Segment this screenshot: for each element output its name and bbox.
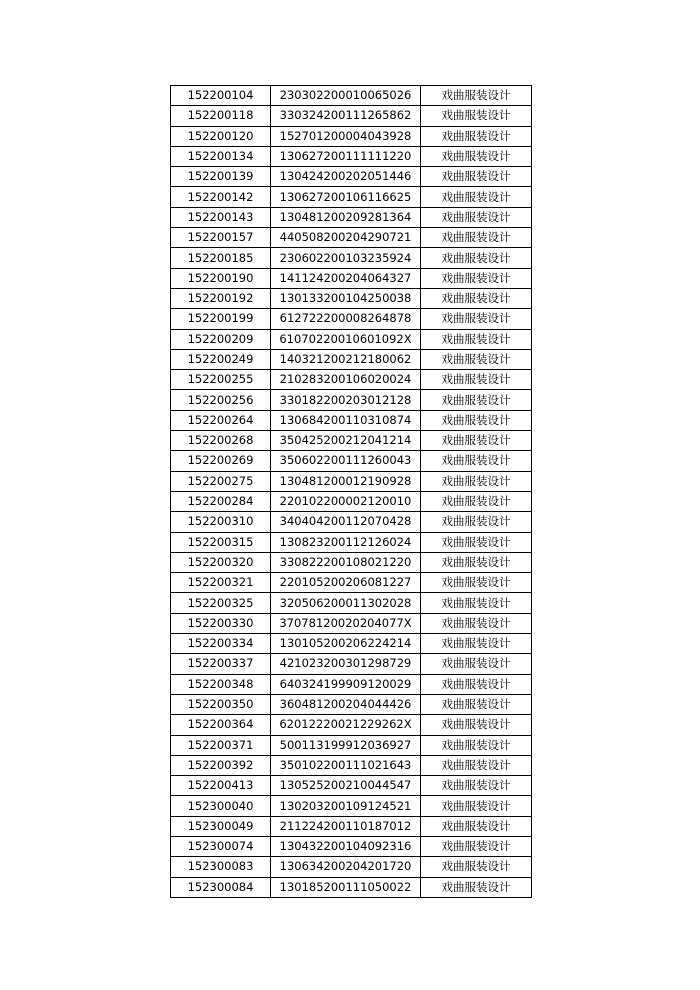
candidate-number-cell: 152200118 (171, 106, 271, 126)
major-cell: 戏曲服装设计 (421, 634, 532, 654)
major-cell: 戏曲服装设计 (421, 593, 532, 613)
id-number-cell: 141124200204064327 (271, 268, 421, 288)
candidate-number-cell: 152200330 (171, 613, 271, 633)
id-number-cell: 421023200301298729 (271, 654, 421, 674)
major-cell: 戏曲服装设计 (421, 491, 532, 511)
table-row (171, 106, 532, 126)
major-cell: 戏曲服装设计 (421, 349, 532, 369)
id-number-cell: 130424200202051446 (271, 167, 421, 187)
id-number-cell: 130481200209281364 (271, 207, 421, 227)
table-row (171, 634, 532, 654)
table-row (171, 532, 532, 552)
table-row (171, 288, 532, 308)
table-row (171, 593, 532, 613)
id-number-cell: 350425200212041214 (271, 431, 421, 451)
major-cell: 戏曲服装设计 (421, 370, 532, 390)
candidate-number-cell: 152200264 (171, 410, 271, 430)
table-row (171, 207, 532, 227)
major-cell: 戏曲服装设计 (421, 836, 532, 856)
table-row (171, 370, 532, 390)
id-number-cell: 360481200204044426 (271, 694, 421, 714)
candidate-number-cell: 152200337 (171, 654, 271, 674)
major-cell: 戏曲服装设计 (421, 573, 532, 593)
major-cell: 戏曲服装设计 (421, 309, 532, 329)
id-number-cell: 330822200108021220 (271, 552, 421, 572)
table-row (171, 694, 532, 714)
major-cell: 戏曲服装设计 (421, 126, 532, 146)
id-number-cell: 230302200010065026 (271, 86, 421, 106)
table-row (171, 86, 532, 106)
major-cell: 戏曲服装设计 (421, 471, 532, 491)
table-row (171, 491, 532, 511)
table-row (171, 167, 532, 187)
id-number-cell: 130481200012190928 (271, 471, 421, 491)
table-row (171, 715, 532, 735)
major-cell: 戏曲服装设计 (421, 106, 532, 126)
candidate-number-cell: 152200321 (171, 573, 271, 593)
id-number-cell: 330182200203012128 (271, 390, 421, 410)
candidate-number-cell: 152300040 (171, 796, 271, 816)
id-number-cell: 211224200110187012 (271, 816, 421, 836)
id-number-cell: 500113199912036927 (271, 735, 421, 755)
table-row (171, 755, 532, 775)
candidate-number-cell: 152300074 (171, 836, 271, 856)
major-cell: 戏曲服装设计 (421, 552, 532, 572)
id-number-cell: 130525200210044547 (271, 776, 421, 796)
major-cell: 戏曲服装设计 (421, 451, 532, 471)
id-number-cell: 130684200110310874 (271, 410, 421, 430)
major-cell: 戏曲服装设计 (421, 207, 532, 227)
id-number-cell: 140321200212180062 (271, 349, 421, 369)
table-row (171, 654, 532, 674)
table-row (171, 248, 532, 268)
major-cell: 戏曲服装设计 (421, 167, 532, 187)
table-row (171, 573, 532, 593)
major-cell: 戏曲服装设计 (421, 735, 532, 755)
major-cell: 戏曲服装设计 (421, 776, 532, 796)
candidate-number-cell: 152200325 (171, 593, 271, 613)
table-row (171, 512, 532, 532)
id-number-cell: 130634200204201720 (271, 857, 421, 877)
table-row (171, 735, 532, 755)
id-number-cell: 130105200206224214 (271, 634, 421, 654)
major-cell: 戏曲服装设计 (421, 268, 532, 288)
table-row (171, 126, 532, 146)
major-cell: 戏曲服装设计 (421, 390, 532, 410)
candidate-number-cell: 152300084 (171, 877, 271, 897)
id-number-cell: 330324200111265862 (271, 106, 421, 126)
table-row (171, 816, 532, 836)
major-cell: 戏曲服装设计 (421, 329, 532, 349)
major-cell: 戏曲服装设计 (421, 715, 532, 735)
table-row (171, 349, 532, 369)
candidate-number-cell: 152200139 (171, 167, 271, 187)
id-number-cell: 130627200111111220 (271, 146, 421, 166)
id-number-cell: 62012220021229262X (271, 715, 421, 735)
candidate-number-cell: 152200350 (171, 694, 271, 714)
major-cell: 戏曲服装设计 (421, 512, 532, 532)
table-row (171, 836, 532, 856)
candidate-number-cell: 152200269 (171, 451, 271, 471)
candidate-number-cell: 152200275 (171, 471, 271, 491)
table-row (171, 431, 532, 451)
id-number-cell: 612722200008264878 (271, 309, 421, 329)
id-number-cell: 130432200104092316 (271, 836, 421, 856)
candidate-number-cell: 152200185 (171, 248, 271, 268)
major-cell: 戏曲服装设计 (421, 288, 532, 308)
candidate-number-cell: 152300083 (171, 857, 271, 877)
table-row (171, 410, 532, 430)
table-row (171, 390, 532, 410)
id-number-cell: 61070220010601092X (271, 329, 421, 349)
major-cell: 戏曲服装设计 (421, 674, 532, 694)
major-cell: 戏曲服装设计 (421, 410, 532, 430)
major-cell: 戏曲服装设计 (421, 816, 532, 836)
table-row (171, 329, 532, 349)
major-cell: 戏曲服装设计 (421, 857, 532, 877)
candidate-number-cell: 152200256 (171, 390, 271, 410)
candidate-number-cell: 152200310 (171, 512, 271, 532)
id-number-cell: 130203200109124521 (271, 796, 421, 816)
candidate-number-cell: 152200142 (171, 187, 271, 207)
candidate-number-cell: 152200192 (171, 288, 271, 308)
candidate-number-cell: 152200334 (171, 634, 271, 654)
candidate-number-cell: 152200284 (171, 491, 271, 511)
table-row (171, 857, 532, 877)
table-row (171, 471, 532, 491)
id-number-cell: 220105200206081227 (271, 573, 421, 593)
table-row (171, 776, 532, 796)
candidate-number-cell: 152200143 (171, 207, 271, 227)
id-number-cell: 130185200111050022 (271, 877, 421, 897)
candidate-number-cell: 152200315 (171, 532, 271, 552)
table-row (171, 309, 532, 329)
major-cell: 戏曲服装设计 (421, 187, 532, 207)
id-number-cell: 210283200106020024 (271, 370, 421, 390)
candidate-number-cell: 152200104 (171, 86, 271, 106)
table-row (171, 674, 532, 694)
candidate-number-cell: 152200371 (171, 735, 271, 755)
id-number-cell: 350602200111260043 (271, 451, 421, 471)
major-cell: 戏曲服装设计 (421, 228, 532, 248)
candidate-number-cell: 152200268 (171, 431, 271, 451)
candidate-number-cell: 152200348 (171, 674, 271, 694)
major-cell: 戏曲服装设计 (421, 877, 532, 897)
id-number-cell: 220102200002120010 (271, 491, 421, 511)
candidate-number-cell: 152200199 (171, 309, 271, 329)
id-number-cell: 320506200011302028 (271, 593, 421, 613)
major-cell: 戏曲服装设计 (421, 796, 532, 816)
table-row (171, 552, 532, 572)
table-row (171, 451, 532, 471)
table-row (171, 796, 532, 816)
major-cell: 戏曲服装设计 (421, 86, 532, 106)
candidate-number-cell: 152300049 (171, 816, 271, 836)
major-cell: 戏曲服装设计 (421, 654, 532, 674)
major-cell: 戏曲服装设计 (421, 613, 532, 633)
major-cell: 戏曲服装设计 (421, 532, 532, 552)
table-row (171, 187, 532, 207)
candidate-number-cell: 152200209 (171, 329, 271, 349)
major-cell: 戏曲服装设计 (421, 755, 532, 775)
candidate-number-cell: 152200190 (171, 268, 271, 288)
id-number-cell: 130133200104250038 (271, 288, 421, 308)
candidate-number-cell: 152200320 (171, 552, 271, 572)
candidate-number-cell: 152200413 (171, 776, 271, 796)
table-row (171, 228, 532, 248)
id-number-cell: 640324199909120029 (271, 674, 421, 694)
id-number-cell: 37078120020204077X (271, 613, 421, 633)
id-number-cell: 152701200004043928 (271, 126, 421, 146)
table-row (171, 877, 532, 897)
table-row (171, 613, 532, 633)
roster-table (170, 85, 532, 898)
id-number-cell: 130627200106116625 (271, 187, 421, 207)
id-number-cell: 340404200112070428 (271, 512, 421, 532)
id-number-cell: 230602200103235924 (271, 248, 421, 268)
candidate-number-cell: 152200249 (171, 349, 271, 369)
table-row (171, 268, 532, 288)
candidate-number-cell: 152200255 (171, 370, 271, 390)
candidate-number-cell: 152200392 (171, 755, 271, 775)
candidate-number-cell: 152200120 (171, 126, 271, 146)
major-cell: 戏曲服装设计 (421, 431, 532, 451)
major-cell: 戏曲服装设计 (421, 694, 532, 714)
table-row (171, 146, 532, 166)
roster-table-body (171, 86, 532, 898)
candidate-number-cell: 152200134 (171, 146, 271, 166)
candidate-number-cell: 152200157 (171, 228, 271, 248)
id-number-cell: 350102200111021643 (271, 755, 421, 775)
major-cell: 戏曲服装设计 (421, 146, 532, 166)
major-cell: 戏曲服装设计 (421, 248, 532, 268)
id-number-cell: 440508200204290721 (271, 228, 421, 248)
candidate-number-cell: 152200364 (171, 715, 271, 735)
id-number-cell: 130823200112126024 (271, 532, 421, 552)
